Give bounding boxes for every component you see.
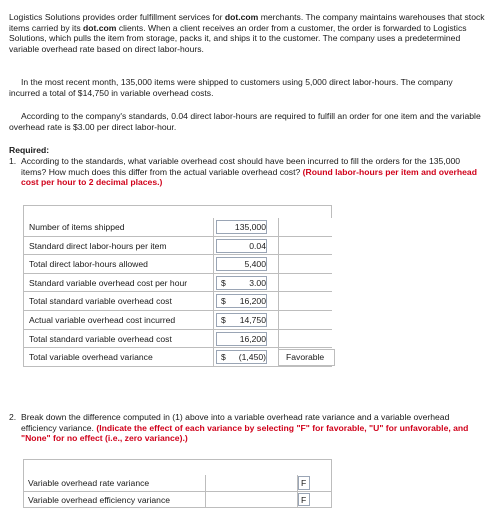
question-2-body: Break down the difference computed in (1) above into a variable overhead rate variance and a variable overhead efficiency variance.	[21, 412, 450, 433]
table-row	[23, 492, 332, 509]
value-text: 16,200	[239, 296, 266, 307]
question-1-instruction: (Round labor-hours per item and overhead cost per hour to 2 decimal places.)	[21, 166, 477, 188]
table-header	[23, 205, 332, 218]
table-row	[23, 475, 332, 492]
table-header	[23, 459, 332, 475]
row-label: Standard variable overhead cost per hour	[29, 277, 188, 288]
table-row	[23, 311, 332, 330]
intro-text: merchants. The company maintains warehouses that stock items carried by its	[9, 12, 485, 33]
row-label: Standard direct labor-hours per item	[29, 240, 167, 251]
row-label: Variable overhead efficiency variance	[28, 494, 171, 505]
dollar-sign: $	[221, 296, 226, 307]
value-text: 16,200	[239, 333, 266, 344]
value-text: 0.04	[249, 240, 266, 251]
effect-text: F	[301, 494, 307, 505]
value-text: 135,000	[234, 222, 266, 232]
brand-text: dot.com	[83, 22, 117, 33]
variance-table-1	[23, 205, 332, 367]
question-1-text	[21, 156, 483, 188]
intro-text: clients. When a client receives an order from a customer, the order is forwarded to Logistics Solutions, which pulls the item from storage, packs it, and ships it to the customer. The company uses a predetermined variable overhead rate based on direct labor-hours.	[9, 22, 467, 54]
table-row	[23, 330, 332, 349]
brand-text: dot.com	[224, 12, 259, 22]
value-text: 3.00	[249, 277, 266, 288]
variance-table-2	[23, 459, 332, 508]
question-1-number: 1.	[9, 156, 17, 166]
value-text: 14,750	[239, 314, 266, 325]
question-2-text	[21, 412, 483, 444]
question-2-number: 2.	[9, 412, 17, 422]
row-label: Total standard variable overhead cost	[29, 333, 172, 344]
table-row	[23, 255, 332, 274]
row-label: Number of items shipped	[29, 222, 125, 232]
dollar-sign: $	[221, 352, 226, 363]
table-row	[23, 218, 332, 237]
table-row	[23, 292, 332, 311]
effect-text: Favorable	[286, 352, 325, 363]
row-label: Variable overhead rate variance	[28, 478, 150, 488]
row-label: Total direct labor-hours allowed	[29, 259, 148, 270]
dollar-sign: $	[221, 314, 226, 325]
row-label: Actual variable overhead cost incurred	[29, 314, 176, 325]
value-input[interactable]	[205, 475, 298, 491]
intro-paragraph-1	[9, 12, 485, 54]
intro-paragraph-2: In the most recent month, 135,000 items were shipped to customers using 5,000 direct labor-hours. The company incurred a total of $14,750 in variable overhead costs.	[9, 77, 453, 98]
question-1-body: According to the standards, what variable overhead cost should have been incurred to fill the orders for the 135,000 items? How much does this differ from the actual variable overhead cost?	[21, 156, 461, 177]
value-text: (1,450)	[238, 352, 266, 363]
table-row	[23, 274, 332, 293]
row-label: Total variable overhead variance	[29, 352, 153, 363]
dollar-sign: $	[221, 277, 226, 288]
intro-paragraph-3: According to the company's standards, 0.04 direct labor-hours are required to fulfill an order for one item and the variable overhead rate is $3.00 per direct labor-hour.	[9, 111, 481, 132]
effect-text: F	[301, 478, 307, 488]
table-row	[23, 348, 332, 367]
value-input[interactable]	[205, 492, 298, 508]
required-label: Required:	[9, 145, 50, 155]
row-label: Total standard variable overhead cost	[29, 296, 172, 307]
intro-text: Logistics Solutions provides order fulfillment services for	[9, 12, 225, 22]
table-row	[23, 237, 332, 256]
value-text: 5,400	[244, 259, 266, 270]
question-2-instruction: (Indicate the effect of each variance by selecting "F" for favorable, "U" for unfavorable, and "None" for no effect (i.e., zero variance).)	[21, 422, 469, 444]
